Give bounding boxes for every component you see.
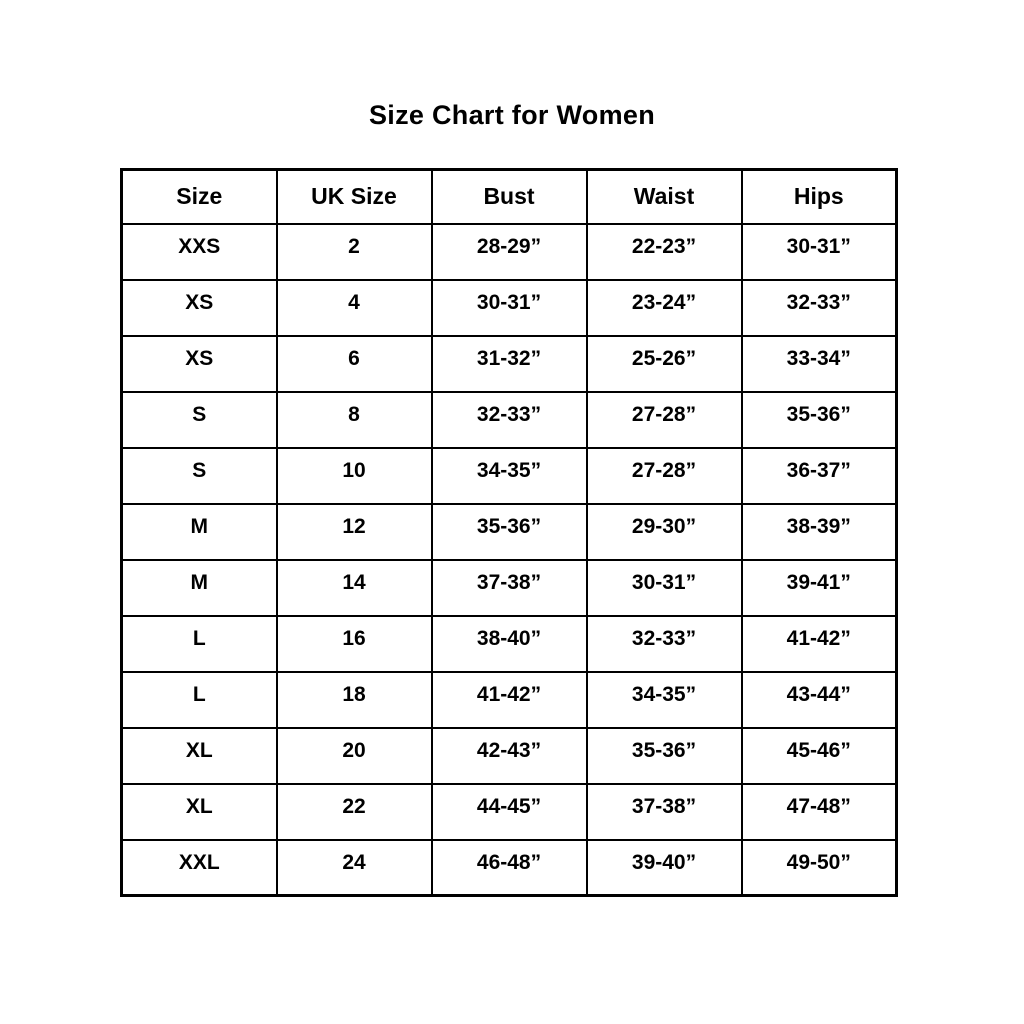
table-cell: 42-43” [432, 728, 587, 784]
table-cell: 41-42” [432, 672, 587, 728]
table-cell: 27-28” [587, 392, 742, 448]
table-cell: 49-50” [742, 840, 897, 896]
table-cell: 35-36” [432, 504, 587, 560]
table-row [122, 336, 897, 392]
table-cell: 30-31” [742, 224, 897, 280]
table-row [122, 728, 897, 784]
table-row [122, 392, 897, 448]
size-chart-table [120, 168, 898, 897]
table-cell: L [122, 672, 277, 728]
table-cell: 34-35” [587, 672, 742, 728]
table-row [122, 504, 897, 560]
table-row [122, 840, 897, 896]
page-title: Size Chart for Women [368, 100, 656, 130]
header-row [122, 170, 897, 224]
table-row [122, 616, 897, 672]
table-cell: 46-48” [432, 840, 587, 896]
table-cell: L [122, 616, 277, 672]
table-cell: 28-29” [432, 224, 587, 280]
column-header: UK Size [277, 170, 432, 224]
table-cell: 2 [277, 224, 432, 280]
table-cell: 37-38” [587, 784, 742, 840]
table-cell: 38-39” [742, 504, 897, 560]
table-cell: 24 [277, 840, 432, 896]
column-header: Hips [742, 170, 897, 224]
table-cell: M [122, 504, 277, 560]
table-cell: 43-44” [742, 672, 897, 728]
table-cell: 44-45” [432, 784, 587, 840]
table-cell: 27-28” [587, 448, 742, 504]
table-body [122, 224, 897, 896]
table-cell: XXL [122, 840, 277, 896]
table-cell: 35-36” [742, 392, 897, 448]
table-cell: 6 [277, 336, 432, 392]
table-cell: 37-38” [432, 560, 587, 616]
table-cell: 25-26” [587, 336, 742, 392]
table-row [122, 224, 897, 280]
column-header: Bust [432, 170, 587, 224]
table-cell: 18 [277, 672, 432, 728]
table-row [122, 672, 897, 728]
table-cell: 22-23” [587, 224, 742, 280]
table-cell: 16 [277, 616, 432, 672]
table-cell: 8 [277, 392, 432, 448]
table-cell: 38-40” [432, 616, 587, 672]
table-cell: 41-42” [742, 616, 897, 672]
table-cell: 14 [277, 560, 432, 616]
table-cell: 20 [277, 728, 432, 784]
table-cell: 45-46” [742, 728, 897, 784]
table-cell: 34-35” [432, 448, 587, 504]
column-header: Waist [587, 170, 742, 224]
table-cell: 22 [277, 784, 432, 840]
table-cell: 23-24” [587, 280, 742, 336]
table-row [122, 784, 897, 840]
table-cell: 30-31” [432, 280, 587, 336]
column-header: Size [122, 170, 277, 224]
table-row [122, 280, 897, 336]
table-cell: XL [122, 784, 277, 840]
table-row [122, 448, 897, 504]
table-cell: 33-34” [742, 336, 897, 392]
table-cell: 35-36” [587, 728, 742, 784]
table-cell: S [122, 448, 277, 504]
table-cell: 12 [277, 504, 432, 560]
table-cell: XS [122, 280, 277, 336]
table-cell: XXS [122, 224, 277, 280]
table-cell: 30-31” [587, 560, 742, 616]
table-cell: 32-33” [587, 616, 742, 672]
table-cell: 36-37” [742, 448, 897, 504]
table-cell: 29-30” [587, 504, 742, 560]
table-cell: M [122, 560, 277, 616]
table-cell: 39-40” [587, 840, 742, 896]
table-cell: S [122, 392, 277, 448]
table-cell: 4 [277, 280, 432, 336]
table-cell: 10 [277, 448, 432, 504]
table-cell: XS [122, 336, 277, 392]
table-cell: 32-33” [742, 280, 897, 336]
table-cell: 39-41” [742, 560, 897, 616]
table-cell: XL [122, 728, 277, 784]
table-cell: 32-33” [432, 392, 587, 448]
table-cell: 31-32” [432, 336, 587, 392]
table-cell: 47-48” [742, 784, 897, 840]
table-row [122, 560, 897, 616]
